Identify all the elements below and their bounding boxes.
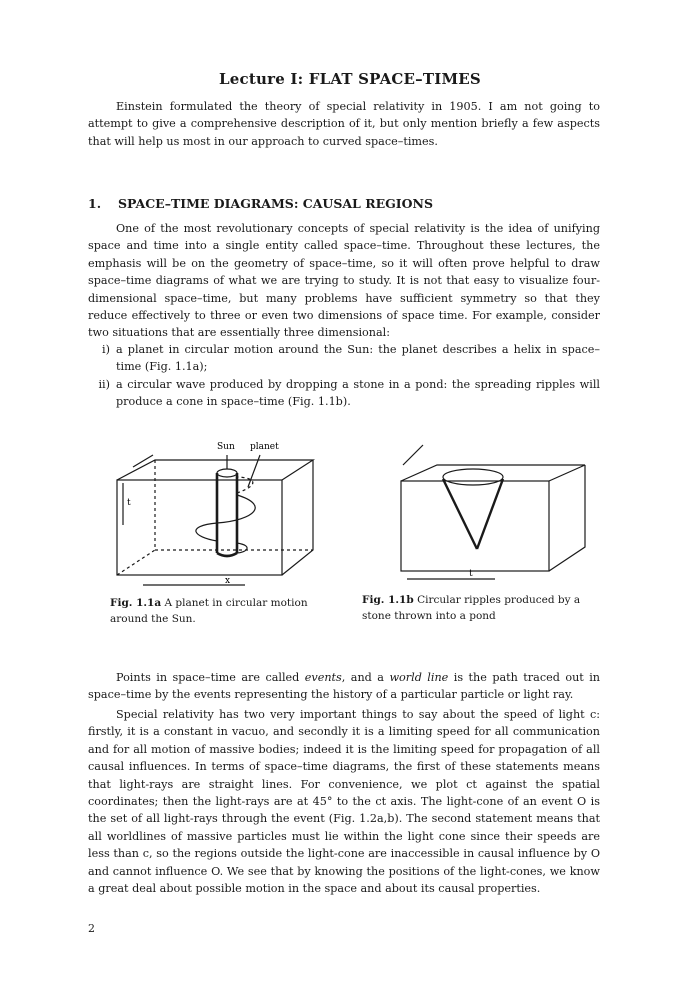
box-front <box>401 481 549 571</box>
label-t-axis: t <box>127 498 131 508</box>
paragraph-speed-of-light: Special relativity has two very important things to say about the speed of light c: firstly, it is a constant in vacuo, and secondly it is a limiting speed for all communication and for all motion of massive bodies; indeed it is the limiting speed for propagation of all causal influences. In terms of space–time diagrams, the first of these statements means that light-rays are straight lines. For convenience, we plot ct against the spatial coordinates; then the light-rays are at 45° to the ct axis. The light-cone of an event O is the set of all light-rays through the event (Fig. 1.2a,b). The second statement means that all worldlines of massive particles must lie within the light cone since their speeds are less than c, so the regions outside the light-cone are inaccessible in causal influence by O and cannot influence O. We see that by knowing the positions of the light-cones, we know a great deal about possible motion in the space and about its causal properties. <box>88 708 600 896</box>
caption-text: A planet in circular motion around the Sun. <box>110 597 308 625</box>
caption-text: Circular ripples produced by a stone thrown into a pond <box>362 594 581 622</box>
list-item <box>88 376 600 411</box>
caption-label: Fig. 1.1b <box>362 594 414 606</box>
box-hidden-edges <box>155 460 313 550</box>
events-text-post: is the path traced out in space–time by the events representing the history of a particular particle or light ray. <box>88 671 601 702</box>
list-text: a circular wave produced by dropping a stone in a pond: the spreading ripples will produce a cone in space–time (Fig. 1.1b). <box>116 377 600 409</box>
events-text-mid: , and a <box>341 671 390 684</box>
label-sun: Sun <box>217 442 235 452</box>
world-line-term: world line <box>389 671 449 684</box>
sun-cylinder-bottom <box>217 553 237 556</box>
box-top <box>117 460 313 480</box>
events-term: events <box>304 671 342 684</box>
caption-1-1a <box>110 595 335 627</box>
box-side <box>549 465 585 571</box>
list-text: a planet in circular motion around the Sun: the planet describes a helix in space–time (Fig. 1.1a); <box>116 343 600 374</box>
cone-rim <box>443 469 503 485</box>
paragraph-events <box>88 669 600 704</box>
label-planet: planet <box>250 442 279 452</box>
lecture-title: Lecture I: FLAT SPACE–TIMES <box>219 70 481 88</box>
cone-right-edge <box>477 479 503 549</box>
box-top <box>401 465 585 481</box>
section-number: 1. <box>88 196 102 211</box>
label-x-axis: x <box>225 576 231 586</box>
sun-cylinder-top <box>217 469 237 477</box>
list-marker: i) <box>102 343 110 356</box>
caption-label: Fig. 1.1a <box>110 597 162 609</box>
events-text-pre: Points in space–time are called <box>116 671 305 684</box>
planet-helix <box>196 495 255 553</box>
section-heading <box>88 196 600 211</box>
figure-1-1a <box>105 425 335 595</box>
list-marker: ii) <box>98 377 110 391</box>
box-hidden-edge <box>117 550 155 575</box>
t-axis-arrow <box>403 445 423 465</box>
label-t-axis: t <box>469 569 473 579</box>
box-front <box>117 480 282 575</box>
list-item <box>88 341 600 376</box>
section-title: SPACE–TIME DIAGRAMS: CAUSAL REGIONS <box>118 196 433 211</box>
cone-left-edge <box>443 479 477 549</box>
t-axis-arrow <box>133 455 153 467</box>
example-list <box>88 341 600 411</box>
paragraph-space-time: One of the most revolutionary concepts of special relativity is the idea of unifying space and time into a single entity called space–time. Throughout these lectures, the emphasis will be on the geometry of space–time, so it will often prove helpful to draw space–time diagrams of what we are trying to study. It is not that easy to visualize four-dimensional space–time, but many problems have sufficient symmetry so that they reduce effectively to three or even two dimensions of space time. For example, consider two situations that are essentially three dimensional: <box>88 222 600 340</box>
intro-paragraph: Einstein formulated the theory of special relativity in 1905. I am not going to attempt to give a comprehensive description of it, but only mention briefly a few aspects that will help us most in our approach to curved space–times. <box>88 100 600 148</box>
caption-1-1b <box>362 592 602 624</box>
page-number: 2 <box>88 922 95 935</box>
figure-1-1b <box>385 425 615 595</box>
